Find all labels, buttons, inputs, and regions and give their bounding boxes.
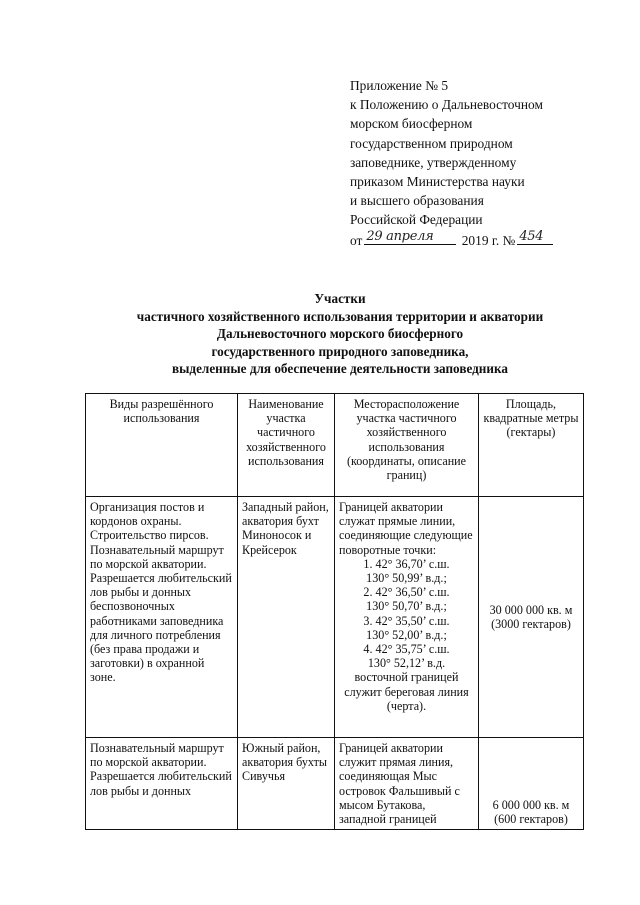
order-date-line bbox=[350, 230, 610, 250]
appendix-line: заповеднике, утвержденному bbox=[350, 154, 517, 170]
area-sqm: 30 000 000 кв. м bbox=[489, 602, 573, 617]
table-row bbox=[86, 738, 584, 830]
appendix-line: Российской Федерации bbox=[350, 212, 483, 228]
cell-name: Западный район, акватория бухт Миноносок и Крейсерок bbox=[238, 497, 335, 738]
cell-location bbox=[335, 497, 479, 738]
handwritten-number: 454 bbox=[519, 228, 544, 244]
header-location: Месторасположение участка частичного хозяйственного использования (координаты, описание границ) bbox=[335, 394, 479, 497]
uses-item: Организация постов и кордонов охраны. bbox=[90, 500, 205, 529]
title-line: государственного природного заповедника, bbox=[211, 343, 469, 359]
table-row bbox=[86, 497, 584, 738]
coordinate: 1. 42° 36,70’ с.ш. bbox=[363, 556, 450, 571]
coordinate: 4. 42° 35,75’ с.ш. bbox=[363, 642, 450, 657]
location-text: восточной границей служит береговая линия (черта). bbox=[344, 670, 469, 713]
handwritten-date: 29 апреля bbox=[366, 228, 434, 244]
number-field bbox=[517, 230, 553, 245]
uses-item: Разрешается любительский лов рыбы и донных беспозвоночных работниками заповедника для личного потребления (без права продажи и заготовки) в охранной зоне. bbox=[90, 571, 232, 685]
location-text: Границей акватории служит прямая линия, соединяющая Мыс островок Фальшивый с мысом Бутакова, западной границей bbox=[339, 741, 460, 827]
appendix-line: и высшего образования bbox=[350, 193, 484, 209]
appendix-block bbox=[350, 76, 610, 250]
title-line: частичного хозяйственного использования территории и акватории bbox=[136, 308, 544, 324]
location-text: Границей акватории служат прямые линии, соединяющие следующие поворотные точки: bbox=[339, 500, 473, 557]
coordinate: 130° 50,70’ в.д.; bbox=[366, 599, 447, 614]
title-line: Дальневосточного морского биосферного bbox=[216, 326, 464, 341]
title-line: выделенные для обеспечение деятельности заповедника bbox=[171, 361, 508, 376]
uses-item: Разрешается любительский лов рыбы и донных bbox=[90, 769, 232, 798]
appendix-line: приказом Министерства науки bbox=[350, 174, 525, 190]
area-ha: (3000 гектаров) bbox=[491, 617, 571, 631]
area-ha: (600 гектаров) bbox=[494, 812, 568, 827]
cell-name: Южный район, акватория бухты Сивучья bbox=[238, 738, 335, 830]
table-header-row bbox=[86, 394, 584, 497]
coordinate: 2. 42° 36,50’ с.ш. bbox=[363, 585, 450, 600]
areas-table bbox=[85, 393, 584, 830]
cell-uses bbox=[86, 738, 238, 830]
date-field bbox=[364, 230, 456, 245]
coordinate: 3. 42° 35,50’ с.ш. bbox=[363, 613, 450, 628]
area-sqm: 6 000 000 кв. м bbox=[492, 797, 570, 812]
appendix-line: морском биосферном bbox=[350, 116, 473, 132]
year-text: 2019 г. № bbox=[461, 232, 516, 248]
appendix-line: государственном природном bbox=[350, 135, 513, 151]
header-uses: Виды разрешённого использования bbox=[86, 394, 238, 497]
cell-location bbox=[335, 738, 479, 830]
coordinate: 130° 52,00’ в.д.; bbox=[366, 627, 447, 642]
coordinate: 130° 52,12’ в.д. bbox=[367, 656, 446, 671]
header-area: Площадь, квадратные метры (гектары) bbox=[479, 394, 584, 497]
cell-area bbox=[479, 738, 584, 830]
appendix-line: Приложение № 5 bbox=[350, 78, 449, 93]
header-name: Наименование участка частичного хозяйственного использования bbox=[238, 394, 335, 497]
title-line: Участки bbox=[314, 291, 366, 306]
date-prefix: от bbox=[350, 232, 363, 248]
appendix-line: к Положению о Дальневосточном bbox=[350, 97, 543, 113]
uses-item: Познавательный маршрут по морской акватории. bbox=[90, 741, 224, 770]
uses-item: Строительство пирсов. bbox=[90, 528, 209, 543]
cell-area bbox=[479, 497, 584, 738]
coordinate: 130° 50,99’ в.д.; bbox=[366, 571, 447, 586]
document-title bbox=[60, 290, 620, 378]
uses-item: Познавательный маршрут по морской акватории. bbox=[90, 542, 224, 571]
cell-uses bbox=[86, 497, 238, 738]
